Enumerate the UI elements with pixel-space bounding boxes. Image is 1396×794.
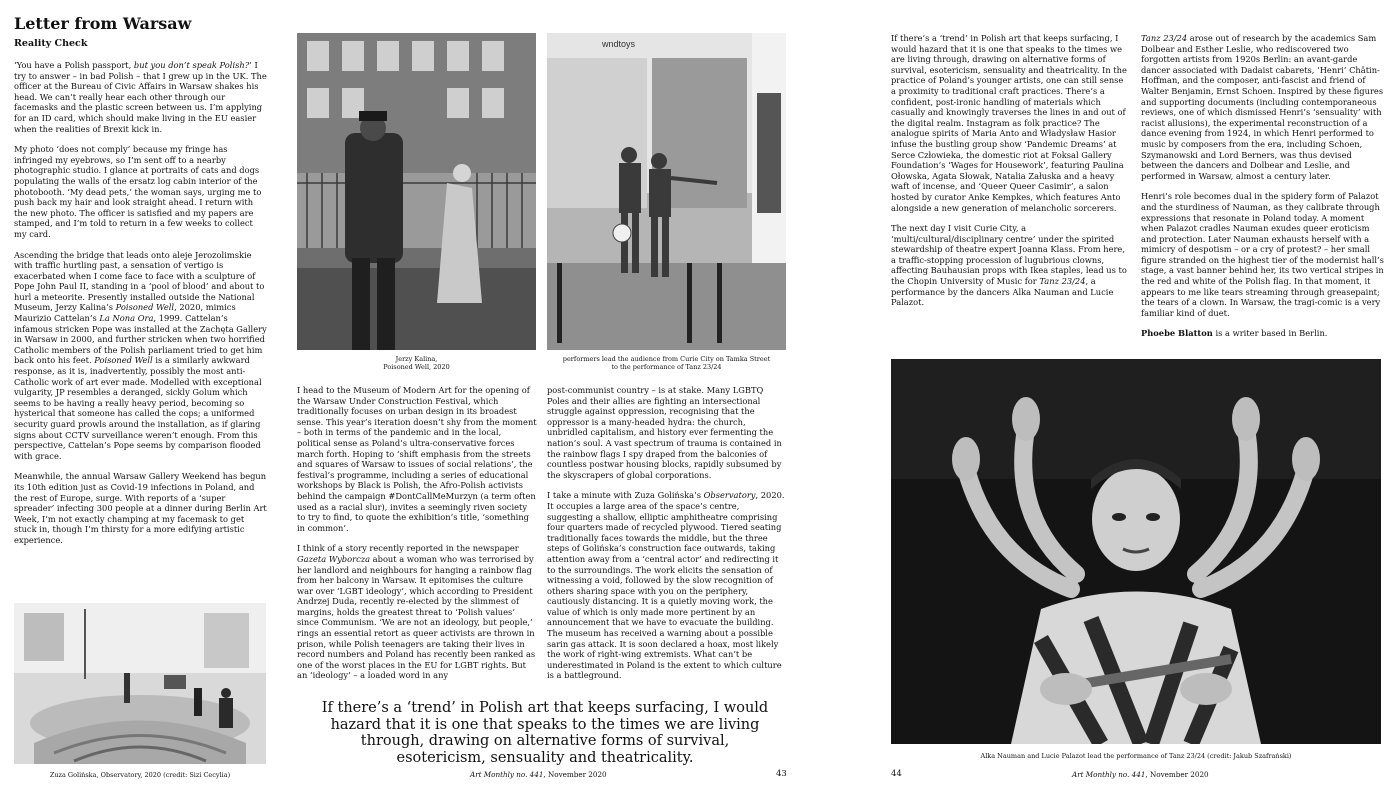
left-column-3 <box>547 385 787 691</box>
photo-poisoned-well-image <box>297 33 536 350</box>
right-page <box>800 0 1396 794</box>
page-number: 43 <box>776 769 787 779</box>
paragraph: My photo ‘does not comply’ because my fringe has infringed my eyebrows, so I’m sent off to a nearby photographic studio. I glance at portraits of cats and dogs populating the walls of the ersatz log cabin interior of the photobooth. ‘My dead pets,’ the woman says, urging me to push back my hair and look straight ahead. I return with the new photo. The officer is satisfied and my papers are stamped, and I’m told to return in a few weeks to collect my card. <box>14 144 262 239</box>
paragraph: The next day I visit Curie City, a ‘multi/cultural/disciplinary centre’ under the spirited stewardship of theatre expert Joanna Klass. From here, a traffic-stopping procession of lugubrious clowns, affecting Bauhausian props with Ikea staples, lead us to the Chopin University of Music for Tanz 23/24, a performance by the dancers Alka Nauman and Lucie Palazot. <box>891 223 1127 308</box>
paragraph: Ascending the bridge that leads onto aleje Jerozolimskie with traffic hurtling past, a sensation of vertigo is exacerbated when I come face to face with a sculpture of Pope John Paul II, standing in a ‘pool of blood’ and about to hurl a meteorite. Presently installed outside the National Museum, Jerzy Kalina’s Poisoned Well, 2020, mimics Maurizio Cattelan’s La Nona Ora, 1999. Cattelan’s infamous stricken Pope was installed at the Zachęta Gallery in Warsaw in 2000, and further stricken when two horrified Catholic members of the Polish parliament tried to get him back onto his feet. Poisoned Well is a similarly awkward response, as it is, inadvertently, possibly the most anti-Catholic work of art ever made. Modelled with exceptional vulgarity, JP resembles a deranged, sickly Golum which seems to be having a really heavy period, becoming so hysterical that someone has called the cops; a uniformed security guard prowls around the installation, as if glaring signs about CCTV surveillance weren’t enough. From this perspective, Cattelan’s Pope seems by comparison flooded with grace. <box>14 249 267 461</box>
photo-observatory-caption: Zuza Golińska, Observatory, 2020 (credit: Sizi Cecylia) <box>49 771 231 779</box>
page-number: 44 <box>891 769 902 779</box>
paragraph: If there’s a ‘trend’ in Polish art that keeps surfacing, I would hazard that it is one that speaks to the times we are living through, drawing on alternative forms of survival, esotericism, sensuality and theatricality. In the practice of Poland’s younger artists, one can still sense a proximity to traditional craft practices. There’s a confident, post-ironic handling of materials which casually and knowingly traverses the lines in and out of the digital realm. Instagram as folk practice? The analogue spirits of Maria Anto and Władysław Hasior infuse the bustling group show ‘Pandemic Dreams’ at Serce Człowieka, the domestic riot at Foksal Gallery Foundation’s ‘Wages for Housework’, featuring Paulina Ołowska, Agata Słowak, Natalia Załuska and a heavy waft of incense, and ‘Queer Queer Casimir’, a salon hosted by curator Anke Kempkes, which features Anto alongside a new generation of melancholic sorcerers. <box>891 33 1127 213</box>
paragraph: post-communist country – is at stake. Many LGBTQ Poles and their allies are fighting an intersectional struggle against oppression, recognising that the oppressor is a many-headed hydra: the church, unbridled capitalism, and history ever fermenting the nation’s soul. A vast spectrum of trauma is contained in the rainbow flags I spy draped from the balconies of countless postwar housing blocks, rapidly subsumed by the skyscrapers of global corporations. <box>547 385 782 480</box>
storefront-sign: wndtoys <box>602 39 636 49</box>
photo-dancers <box>891 359 1381 744</box>
right-column-2 <box>1141 33 1386 349</box>
paragraph: I think of a story recently reported in the newspaper Gazeta Wyborcza about a woman who was terrorised by her landlord and neighbours for hanging a rainbow flag from her balcony in Warsaw. It epitomises the culture war over ‘LGBT ideology’, which according to President Andrzej Duda, recently re-elected by the slimmest of margins, holds the greatest threat to ‘Polish values’ since Communism. ‘We are not an ideology, but people,’ rings an essential retort as queer activists are thrown in prison, while Polish teenagers are taking their lives in record numbers and Poland has recently been ranked as one of the worst places in the EU for LGBT rights. But an ‘ideology’ – a loaded word in any <box>297 543 536 681</box>
pull-quote: If there’s a ‘trend’ in Polish art that keeps surfacing, I would hazard that it is one that speaks to the times we are living through, drawing on alternative forms of survival, esotericism, sensuality and theatricality. <box>321 700 769 766</box>
caption-line: Jerzy Kalina, <box>395 355 438 363</box>
article-subtitle: Reality Check <box>14 38 88 49</box>
photo-performers-street-image <box>547 33 786 350</box>
paragraph: I head to the Museum of Modern Art for the opening of the Warsaw Under Construction Festival, which traditionally focuses on urban design in its broadest sense. This year’s iteration doesn’t shy from the moment – both in terms of the pandemic and in the local, political sense as Poland’s ultra-conservative forces march forth. Hoping to ‘shift emphasis from the streets and squares of Warsaw to issues of social relations’, the festival’s programme, including a series of educational workshops by Black is Polish, the Afro-Polish activists behind the campaign #DontCallMeMurzyn (a term often used as a racial slur), invites a seemingly riven society to try to find, to quote the exhibition’s title, ‘something in common’. <box>297 385 537 533</box>
article-title: Letter from Warsaw <box>14 14 192 33</box>
photo-performers-street-caption <box>547 355 786 371</box>
caption-line: Poisoned Well, 2020 <box>383 363 450 371</box>
left-column-2 <box>297 385 537 691</box>
paragraph: I take a minute with Zuza Golińska’s Observatory, 2020. It occupies a large area of the space’s centre, suggesting a shallow, elliptic amphitheatre comprising four quarters made of recycled plywood. Tiered seating traditionally faces towards the middle, but the three steps of Golińska’s construction face outwards, taking attention away from a ‘central actor’ and redirecting it to the surroundings. The work elicits the sensation of witnessing a void, followed by the slow recognition of others sharing space with you on the periphery, cautiously distancing. It is a quietly moving work, the value of which is only made more pertinent by an announcement that we have to evacuate the building. The museum has received a warning about a possible sarin gas attack. It is soon declared a hoax, most likely the work of right-wing extremists. What can’t be underestimated in Poland is the extent to which culture is a battleground. <box>547 490 785 681</box>
photo-poisoned-well <box>297 33 536 350</box>
caption-line: performers lead the audience from Curie City on Tamka Street <box>562 355 771 363</box>
photo-dancers-caption: Alka Nauman and Lucie Palazot lead the performance of Tanz 23/24 (credit: Jakub Szafrański) <box>980 752 1292 760</box>
author-bio: Phoebe Blatton is a writer based in Berlin. <box>1141 328 1328 339</box>
left-column-1 <box>14 60 268 556</box>
photo-observatory <box>14 603 266 764</box>
right-column-1 <box>891 33 1129 318</box>
footer-publication: Art Monthly no. 441, November 2020 <box>1072 770 1209 779</box>
photo-dancers-image <box>891 359 1381 744</box>
footer-publication: Art Monthly no. 441, November 2020 <box>470 770 607 779</box>
photo-observatory-image <box>14 603 266 764</box>
photo-poisoned-well-caption <box>297 355 536 371</box>
paragraph: ‘You have a Polish passport, but you don’t speak Polish?’ I try to answer – in bad Polish – that I grew up in the UK. The officer at the Bureau of Civic Affairs in Warsaw shakes his head. We can’t really hear each other through our facemasks and the plastic screen between us. I’m applying for an ID card, which should make living in the EU easier when the realities of Brexit kick in. <box>14 60 267 134</box>
paragraph: Meanwhile, the annual Warsaw Gallery Weekend has begun its 10th edition just as Covid-19 infections in Poland, and the rest of Europe, surge. With reports of a ‘super spreader’ infecting 300 people at a dinner during Berlin Art Week, I’m not exactly champing at my facemask to get stuck in, though I’m thirsty for a more edifying artistic experience. <box>14 471 267 545</box>
photo-performers-street <box>547 33 786 350</box>
paragraph: Tanz 23/24 arose out of research by the academics Sam Dolbear and Esther Leslie, who rediscovered two forgotten artists from 1920s Berlin: an avant-garde dancer associated with Dadaist cabarets, ‘Henri’ Châtin-Hoffman, and the composer, anti-fascist and friend of Walter Benjamin, Ernst Schoen. Inspired by these figures and supporting documents (including contemporaneous reviews, one of which dismissed Henri’s ‘sensuality’ with racist allusions), the experimental reconstruction of a dance evening from 1924, in which Henri performed to music by composers from the era, including Schoen, Szymanowski and Lord Berners, was thus devised between the dancers and Dolbear and Leslie, and performed in Warsaw, almost a century later. <box>1141 33 1384 181</box>
paragraph: Henri’s role becomes dual in the spidery form of Palazot and the sturdiness of Nauman, as they calibrate through expressions that resonate in Poland today. A moment when Palazot cradles Nauman exudes queer eroticism and protection. Later Nauman exhausts herself with a mimicry of despotism – or a cry of protest? – her small figure stranded on the highest tier of the modernist hall’s stage, a vast banner behind her, its two vertical stripes in the red and white of the Polish flag. In that moment, it appears to me like tears streaming through greasepaint; the tears of a clown. In Warsaw, the tragi-comic is a very familiar kind of duet. <box>1141 191 1384 318</box>
caption-line: to the performance of Tanz 23/24 <box>611 363 722 371</box>
